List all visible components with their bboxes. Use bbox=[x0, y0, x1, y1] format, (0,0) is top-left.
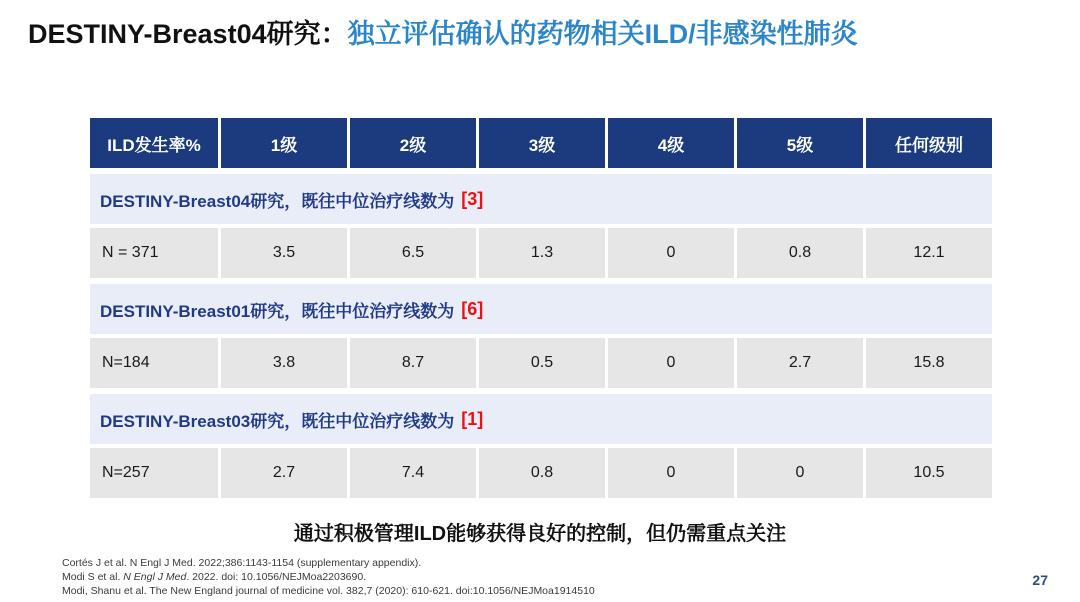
citation-line-1: Cortés J et al. N Engl J Med. 2022;386:1143-1154 (supplementary appendix). bbox=[62, 557, 422, 569]
header-cell-any-grade: 任何级别 bbox=[866, 118, 992, 168]
db03-grade2-value: 7.4 bbox=[350, 448, 476, 498]
header-cell-grade4: 4级 bbox=[608, 118, 734, 168]
section-highlight: [6] bbox=[461, 298, 484, 319]
db04-grade2-value: 6.5 bbox=[350, 228, 476, 278]
db01-grade2-value: 8.7 bbox=[350, 338, 476, 388]
conclusion-statement: 通过积极管理ILD能够获得良好的控制，但仍需重点关注 bbox=[293, 523, 787, 545]
db03-grade4-value: 0 bbox=[608, 448, 734, 498]
db04-grade3-value: 1.3 bbox=[479, 228, 605, 278]
row-label-n184: N=184 bbox=[90, 338, 218, 388]
header-cell-grade2: 2级 bbox=[350, 118, 476, 168]
data-row-db04 bbox=[90, 228, 992, 278]
db04-any-grade-value: 12.1 bbox=[866, 228, 992, 278]
row-label-n257: N=257 bbox=[90, 448, 218, 498]
db03-grade3-value: 0.8 bbox=[479, 448, 605, 498]
db01-any-grade-value: 15.8 bbox=[866, 338, 992, 388]
db04-grade4-value: 0 bbox=[608, 228, 734, 278]
data-row-db03 bbox=[90, 448, 992, 498]
db01-grade5-value: 2.7 bbox=[737, 338, 863, 388]
db01-grade1-value: 3.8 bbox=[221, 338, 347, 388]
ild-rate-table bbox=[90, 118, 992, 504]
data-row-db01 bbox=[90, 338, 992, 388]
db01-grade3-value: 0.5 bbox=[479, 338, 605, 388]
db03-grade5-value: 0 bbox=[737, 448, 863, 498]
section-label: DESTINY-Breast03研究，既往中位治疗线数为 bbox=[100, 411, 455, 431]
section-label: DESTINY-Breast01研究，既往中位治疗线数为 bbox=[100, 301, 455, 321]
title-study-name: DESTINY-Breast04研究： bbox=[28, 19, 348, 49]
header-cell-grade1: 1级 bbox=[221, 118, 347, 168]
section-highlight: [1] bbox=[461, 408, 484, 429]
citation-line-2: Modi S et al. N Engl J Med. 2022. doi: 10.1056/NEJMoa2203690. bbox=[62, 571, 367, 583]
header-cell-grade3: 3级 bbox=[479, 118, 605, 168]
section-label: DESTINY-Breast04研究，既往中位治疗线数为 bbox=[100, 191, 455, 211]
section-row-db04 bbox=[90, 174, 992, 224]
header-cell-ild-rate: ILD发生率% bbox=[90, 118, 218, 168]
citations-block bbox=[62, 556, 595, 598]
table-header-row bbox=[90, 118, 992, 168]
page-title bbox=[28, 12, 858, 51]
section-row-db01 bbox=[90, 284, 992, 334]
db04-grade5-value: 0.8 bbox=[737, 228, 863, 278]
title-subject: 独立评估确认的药物相关ILD/非感染性肺炎 bbox=[347, 19, 858, 49]
db01-grade4-value: 0 bbox=[608, 338, 734, 388]
db03-any-grade-value: 10.5 bbox=[866, 448, 992, 498]
db03-grade1-value: 2.7 bbox=[221, 448, 347, 498]
citation-line-3: Modi, Shanu et al. The New England journal of medicine vol. 382,7 (2020): 610-621. doi:10.1056/NEJMoa1914510 bbox=[62, 585, 595, 597]
page-number: 27 bbox=[1032, 572, 1048, 588]
section-highlight: [3] bbox=[461, 188, 484, 209]
header-cell-grade5: 5级 bbox=[737, 118, 863, 168]
db04-grade1-value: 3.5 bbox=[221, 228, 347, 278]
row-label-n371: N = 371 bbox=[90, 228, 218, 278]
section-row-db03 bbox=[90, 394, 992, 444]
